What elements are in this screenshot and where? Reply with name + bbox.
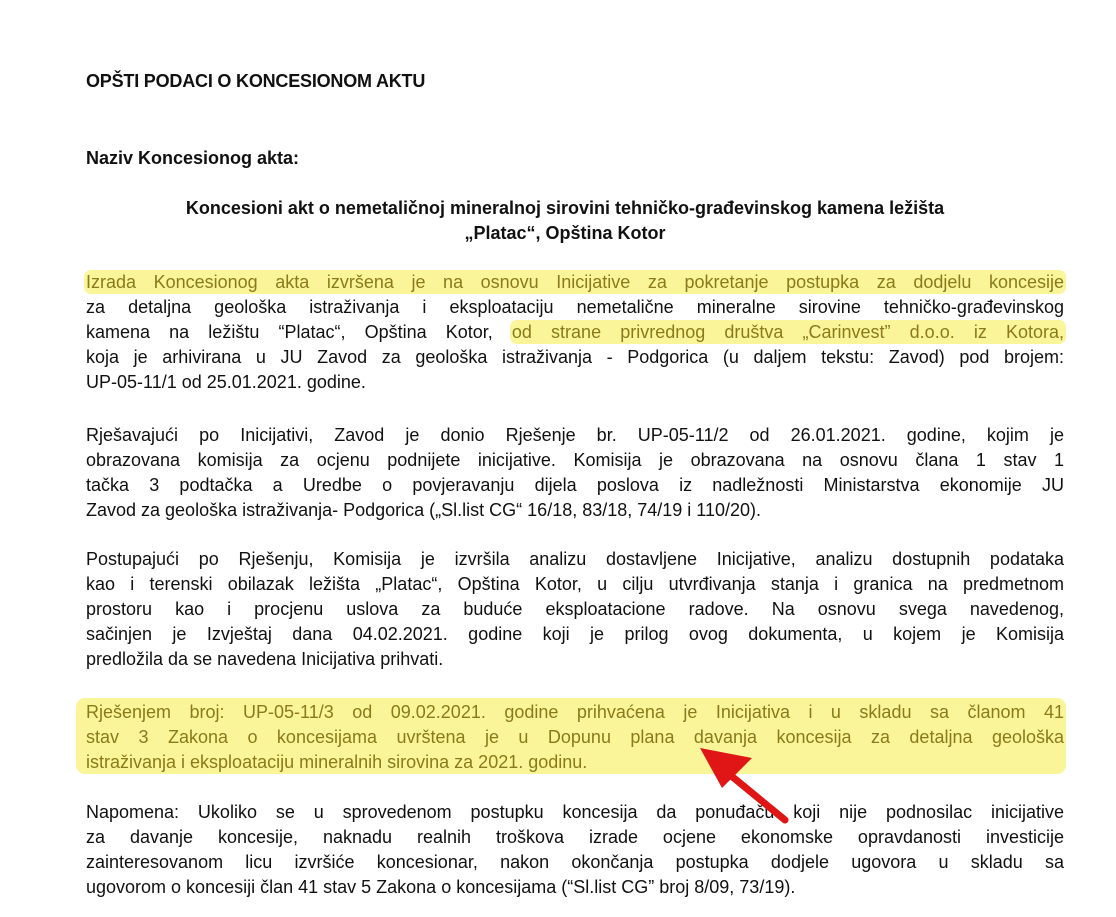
paragraph-line: Zavod za geološka istraživanja- Podgorica („Sl.list CG“ 16/18, 83/18, 74/19 i 110/20). xyxy=(86,500,762,520)
paragraph-line: Napomena: Ukoliko se u sprovedenom postupku koncesija da ponuđaču koji nije podnosilac inicijative xyxy=(86,802,1064,822)
paragraph-line: prostoru kao i procjenu uslova za buduće eksploatacione radove. Na osnovu svega navedenog, xyxy=(86,599,1064,619)
paragraph-line: istraživanja i eksploataciju mineralnih sirovina za 2021. godinu. xyxy=(86,752,588,772)
paragraph-line: tačka 3 podtačka a Uredbe o povjeravanju dijela poslova iz nadležnosti Ministarstva ekonomije JU xyxy=(86,475,1064,495)
paragraph-line: sačinjen je Izvještaj dana 04.02.2021. godine koji je prilog ovog dokumenta, u kojem je Komisija xyxy=(86,624,1064,644)
paragraph-line: za detaljna geološka istraživanja i eksploataciju nemetalične mineralne sirovine tehničko-građevinskog xyxy=(86,297,1064,317)
title-line: Koncesioni akt o nemetaličnoj mineralnoj sirovini tehničko-građevinskog kamena ležišta xyxy=(185,198,945,218)
paragraph-line: stav 3 Zakona o koncesijama uvrštena je u Dopunu plana davanja koncesija za detaljna geološka xyxy=(86,727,1064,747)
text-segment: kamena na ležištu “Platac“, Opština Kotor, xyxy=(86,322,493,342)
paragraph-line: Postupajući po Rješenju, Komisija je izvršila analizu dostavljene Inicijative, analizu dostupnih podataka xyxy=(86,549,1064,569)
paragraph-decision xyxy=(86,423,1064,523)
concession-act-name-label: Naziv Koncesionog akta: xyxy=(86,148,300,168)
document-heading: OPŠTI PODACI O KONCESIONOM AKTU xyxy=(86,71,426,91)
highlighted-text: Izrada Koncesionog akta izvršena je na osnovu Inicijative za pokretanje postupka za dodjelu koncesije xyxy=(86,272,1064,292)
paragraph-line xyxy=(86,320,1064,345)
concession-act-title xyxy=(60,196,1070,246)
paragraph-line: ugovorom o koncesiji član 41 stav 5 Zakona o koncesijama (“Sl.list CG” broj 8/09, 73/19). xyxy=(86,877,796,897)
paragraph-line xyxy=(86,270,1064,295)
paragraph-line: zainteresovanom licu izvršiće koncesionar, nakon okončanja postupka dodjele ugovora u skladu sa xyxy=(86,852,1064,872)
paragraph-line: kao i terenski obilazak ležišta „Platac“, Opština Kotor, u cilju utvrđivanja stanja i granica na predmetnom xyxy=(86,574,1064,594)
title-line: „Platac“, Opština Kotor xyxy=(464,223,666,243)
highlighted-text: od strane privrednog društva „Carinvest” d.o.o. iz Kotora, xyxy=(511,322,1064,342)
paragraph-line: predložila da se navedena Inicijativa prihvati. xyxy=(86,649,444,669)
paragraph-line: obrazovana komisija za ocjenu podnijete inicijative. Komisija je obrazovana na osnovu člana 1 stav 1 xyxy=(86,450,1064,470)
paragraph-line: za davanje koncesije, naknadu realnih troškova izrade ocjene ekonomske opravdanosti investicije xyxy=(86,827,1064,847)
paragraph-acceptance xyxy=(86,700,1064,775)
paragraph-commission xyxy=(86,547,1064,672)
paragraph-initiative xyxy=(86,270,1064,395)
paragraph-line: Rješenjem broj: UP-05-11/3 od 09.02.2021. godine prihvaćena je Inicijativa i u skladu sa članom 41 xyxy=(86,702,1064,722)
paragraph-line: UP-05-11/1 od 25.01.2021. godine. xyxy=(86,372,366,392)
paragraph-line: koja je arhivirana u JU Zavod za geološka istraživanja - Podgorica (u daljem tekstu: Zavod) pod brojem: xyxy=(86,347,1064,367)
paragraph-line: Rješavajući po Inicijativi, Zavod je donio Rješenje br. UP-05-11/2 od 26.01.2021. godine, kojim je xyxy=(86,425,1064,445)
red-arrow-icon xyxy=(690,740,790,830)
paragraph-note xyxy=(86,800,1064,900)
